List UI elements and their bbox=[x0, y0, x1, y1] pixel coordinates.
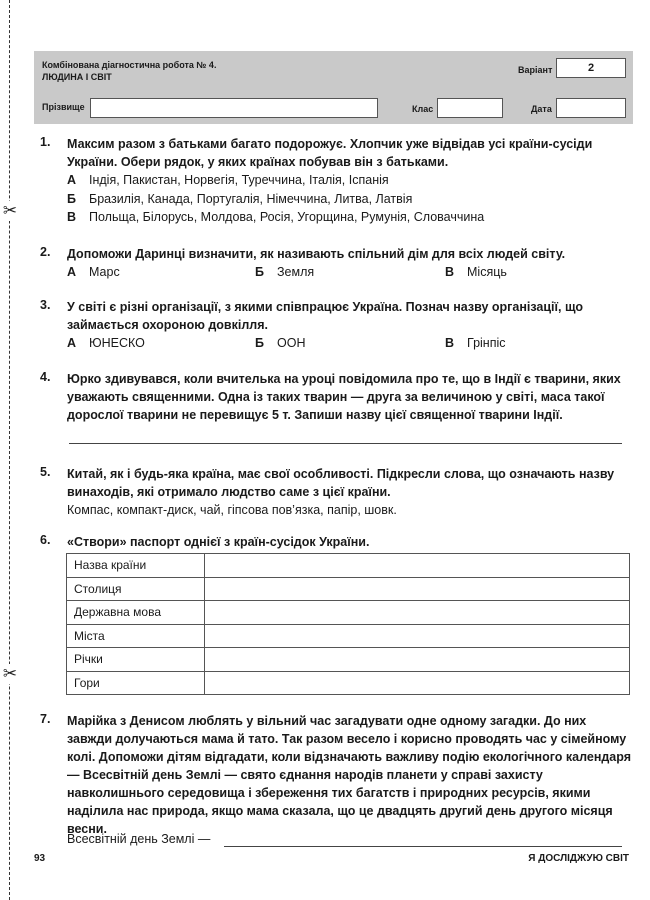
answer-cell[interactable] bbox=[205, 554, 630, 578]
question-text: Максим разом з батьками багато подорожує. Хлопчик уже відвідав усі країни-сусіди України. Обери рядок, у яких країнах побував він з батьками. bbox=[67, 137, 593, 169]
question-text: У світі є різні організації, з якими співпрацює Україна. Познач назву організації, що займається охороною довкілля. bbox=[67, 300, 583, 332]
option-letter: А bbox=[67, 336, 77, 350]
options-row bbox=[67, 263, 632, 282]
worksheet-header bbox=[34, 51, 633, 124]
option-text: Індія, Пакистан, Норвегія, Туреччина, Італія, Іспанія bbox=[89, 173, 389, 187]
answer-cell[interactable] bbox=[205, 577, 630, 601]
options-row bbox=[67, 334, 632, 353]
surname-label: Прізвище bbox=[42, 102, 85, 112]
option-text: Місяць bbox=[467, 265, 507, 279]
worksheet-title bbox=[42, 59, 216, 83]
question-text: Допоможи Даринці визначити, як називають спільний дім для всіх людей світу. bbox=[67, 247, 566, 261]
question-2 bbox=[40, 245, 632, 282]
answer-option[interactable] bbox=[255, 334, 305, 353]
option-letter: А bbox=[67, 173, 77, 187]
scissors-icon: ✂ bbox=[0, 201, 20, 221]
answer-cell[interactable] bbox=[205, 671, 630, 695]
table-row bbox=[67, 601, 630, 625]
question-7 bbox=[40, 712, 632, 838]
surname-field[interactable] bbox=[90, 98, 378, 118]
answer-option[interactable] bbox=[255, 263, 314, 282]
question-text: «Створи» паспорт однієї з країн-сусідок України. bbox=[67, 535, 370, 549]
option-text: Земля bbox=[277, 265, 315, 279]
page-number: 93 bbox=[34, 853, 46, 864]
row-label: Річки bbox=[67, 648, 205, 672]
option-letter: В bbox=[445, 336, 455, 350]
row-label: Гори bbox=[67, 671, 205, 695]
answer-line[interactable] bbox=[69, 443, 622, 444]
question-number: 6. bbox=[40, 533, 51, 547]
class-field[interactable] bbox=[437, 98, 503, 118]
option-letter: В bbox=[445, 265, 455, 279]
question-number: 5. bbox=[40, 465, 51, 479]
option-text: Польща, Білорусь, Молдова, Росія, Угорщина, Румунія, Словаччина bbox=[89, 210, 485, 224]
table-row bbox=[67, 648, 630, 672]
answer-option[interactable] bbox=[67, 171, 632, 190]
option-text: ООН bbox=[277, 336, 306, 350]
variant-field[interactable]: 2 bbox=[556, 58, 626, 78]
question-number: 4. bbox=[40, 370, 51, 384]
country-passport-table bbox=[66, 553, 630, 695]
answer-option[interactable] bbox=[67, 334, 145, 353]
table-row bbox=[67, 554, 630, 578]
row-label: Державна мова bbox=[67, 601, 205, 625]
table-row bbox=[67, 577, 630, 601]
answer-line[interactable] bbox=[224, 846, 622, 847]
answer-option[interactable] bbox=[445, 263, 507, 282]
cut-line bbox=[9, 0, 10, 900]
book-title: Я ДОСЛІДЖУЮ СВІТ bbox=[528, 853, 629, 864]
variant-label: Варіант bbox=[518, 65, 553, 75]
answer-option[interactable] bbox=[67, 208, 632, 227]
answer-option[interactable] bbox=[445, 334, 506, 353]
question-6 bbox=[40, 533, 632, 551]
title-line-2: ЛЮДИНА І СВІТ bbox=[42, 72, 112, 82]
question-number: 3. bbox=[40, 298, 51, 312]
question-number: 1. bbox=[40, 135, 51, 149]
table-row bbox=[67, 671, 630, 695]
option-letter: Б bbox=[255, 336, 264, 350]
scissors-icon: ✂ bbox=[0, 664, 20, 684]
question-5 bbox=[40, 465, 632, 520]
inventions-list[interactable]: Компас, компакт-диск, чай, гіпсова пов’язка, папір, шовк. bbox=[67, 503, 397, 517]
question-text: Юрко здивувався, коли вчителька на уроці повідомила про те, що в Індії є тварини, яких уважають священними. Одна із таких тварин — друга за величиною у світі, маса такої дорослої тварини не перевищує 5 т. Запиши назву цієї священної тварини Індії. bbox=[67, 372, 621, 422]
question-text: Марійка з Денисом люблять у вільний час загадувати одне одному загадки. До них завжди долучаються мама й тато. Так разом весело і корисно проводять час у сімейному колі. Допоможи дітям відгадати, коли відзначають важливу подію екологічного календаря — Всесвітній день Землі — свято єднання народів планети у справі захисту навколишнього середовища і збереження тих багатств і природних ресурсів, якими наділила нас природа, якщо мама сказала, що це двадцять другий день другого місяця весни. bbox=[67, 714, 632, 836]
answer-option[interactable] bbox=[67, 263, 120, 282]
option-text: Марс bbox=[89, 265, 120, 279]
option-letter: В bbox=[67, 210, 77, 224]
class-label: Клас bbox=[412, 104, 434, 114]
question-4 bbox=[40, 370, 632, 424]
row-label: Столиця bbox=[67, 577, 205, 601]
option-letter: Б bbox=[67, 191, 76, 206]
option-text: Грінпіс bbox=[467, 336, 506, 350]
question-text: Китай, як і будь-яка країна, має свої особливості. Підкресли слова, що означають назву винаходів, які отримало людство саме з цієї країни. bbox=[67, 467, 615, 499]
option-letter: Б bbox=[255, 265, 264, 279]
answer-cell[interactable] bbox=[205, 601, 630, 625]
option-letter: А bbox=[67, 265, 77, 279]
earth-day-answer-label: Всесвітній день Землі — bbox=[67, 832, 211, 846]
answer-cell[interactable] bbox=[205, 624, 630, 648]
row-label: Назва країни bbox=[67, 554, 205, 578]
question-1 bbox=[40, 135, 632, 227]
option-text: Бразилія, Канада, Португалія, Німеччина, Литва, Латвія bbox=[89, 191, 413, 206]
answer-cell[interactable] bbox=[205, 648, 630, 672]
row-label: Міста bbox=[67, 624, 205, 648]
answer-option[interactable] bbox=[67, 190, 632, 209]
question-number: 2. bbox=[40, 245, 51, 259]
date-field[interactable] bbox=[556, 98, 626, 118]
option-text: ЮНЕСКО bbox=[89, 336, 145, 350]
title-line-1: Комбінована діагностична робота № 4. bbox=[42, 60, 217, 70]
question-3 bbox=[40, 298, 632, 353]
table-row bbox=[67, 624, 630, 648]
question-number: 7. bbox=[40, 712, 51, 726]
date-label: Дата bbox=[531, 104, 552, 114]
